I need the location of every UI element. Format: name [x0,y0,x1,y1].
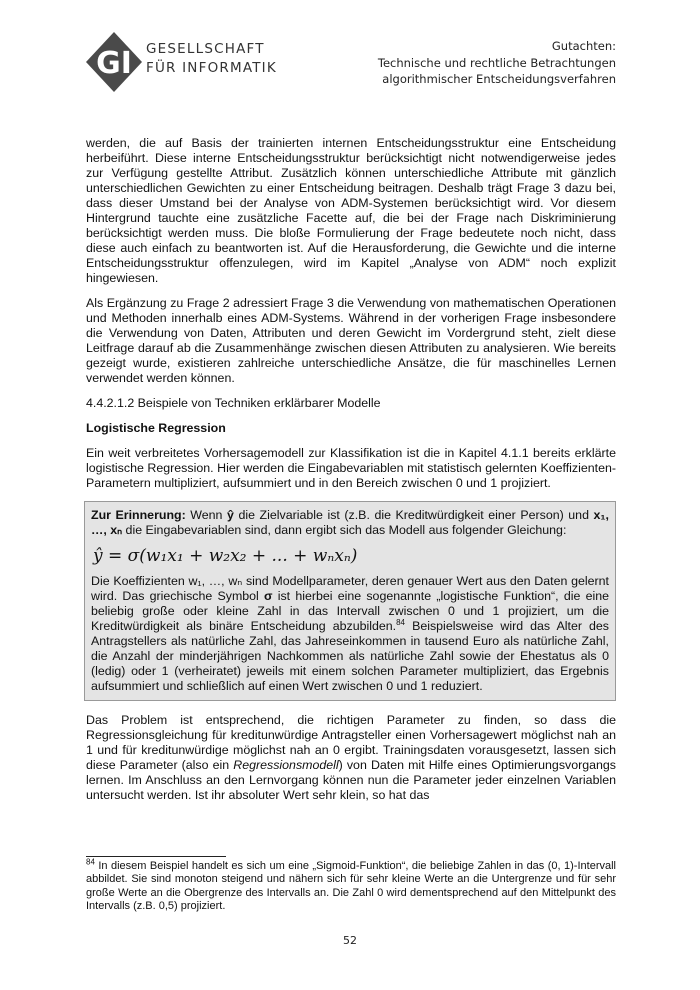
reminder-box [84,501,616,701]
logo-text [146,40,277,78]
subheading: Logistische Regression [86,421,226,435]
reminder-explanation [91,574,609,694]
explanation-a: Die Koeffizienten w₁, …, wₙ sind Modellparameter, deren genauer Wert aus den Daten gelernt wird. Das griechische Symbol [91,574,609,603]
page-number: 52 [343,934,357,947]
sigma-symbol: σ [264,589,273,603]
input-variables: x₁, …, xₙ [91,508,609,537]
main-content [86,136,616,813]
doc-title-line-2: algorithmischer Entscheidungsverfahren [382,72,616,86]
paragraph-1: werden, die auf Basis der trainierten internen Entscheidungsstruktur eine Entscheidung herbeiführt. Diese interne Entscheidungsstruktur berücksichtigt nicht notwendigerweise jedes zur Verfügung gestellte Attribut. Zusätzlich können unterschiedliche Attribute mit gänzlich unterschiedlichen Gewichten zu einer Entscheidung beitragen. Deshalb trägt Frage 3 dazu bei, dass dieser Umstand bei der Analyse von ADM-Systemen berücksichtigt wird. Vor diesem Hintergrund tauchte eine zusätzliche Facette auf, die bei der Frage nach Diskriminierung berücksichtigt werden muss. Die bloße Formulierung der Frage bedeutete noch nicht, dass diese auch einfach zu beantworten ist. Auf die Herausforderung, die Gewichte und die interne Entscheidungsstruktur offenzulegen, wird im Kapitel „Analyse von ADM“ noch explizit hingewiesen. [86,136,616,285]
doc-type: Gutachten: [551,39,616,53]
footnote-number: 84 [86,857,95,867]
footnote [86,857,616,914]
footnote-text: In diesem Beispiel handelt es sich um eine „Sigmoid-Funktion“, die beliebige Zahlen in das (0, 1)-Intervall abbildet. Sie sind monoton steigend und nähern sich für sehr kleine Werte an die Untergrenze und für sehr große Werte an die Obergrenze des Intervalls an. Die Zahl 0 wird dementsprechend auf den Mittelpunkt des Intervalls (z.B. 0,5) projiziert. [86,860,616,913]
doc-title-line-1: Technische und rechtliche Betrachtungen [377,55,616,70]
footnote-ref: 84 [396,617,406,627]
paragraph-3: Ein weit verbreitetes Vorhersagemodell zur Klassifikation ist die in Kapitel 4.1.1 bereits erklärte logistische Regression. Hier werden die Eingabevariablen mit statistisch gelernten Koeffizienten-Parametern multipliziert, aufsummiert und in den Bereich zwischen 0 und 1 projiziert. [86,446,616,490]
explanation-c: Beispielsweise wird das Alter des Antragstellers als natürliche Zahl, das Jahreseinkommen in tausend Euro als natürliche Zahl, die Anzahl der minderjährigen Nachkommen als natürliche Zahl sowie der Ehestatus als 0 (ledig) oder 1 (verheiratet) jeweils mit einem solchen Parameter multipliziert, das Ergebnis aufsummiert und schließlich auf einen Wert zwischen 0 und 1 reduziert. [91,619,609,693]
gi-logo-icon [84,30,144,94]
paragraph-4-b: ) von Daten mit Hilfe eines Optimierungsvorgangs lernen. Im Anschluss an den Lernvorgang können nun die Parameter jeder einzelnen Variablen untersucht werden. Ist ihr absoluter Wert sehr klein, so hat das [86,758,616,802]
paragraph-4 [86,713,616,803]
regression-formula: ŷ = σ(w₁x₁ + w₂x₂ + ... + wₙxₙ) [93,546,358,566]
paragraph-4-a: Das Problem ist entsprechend, die richtigen Parameter zu finden, so dass die Regressionsgleichung für kreditunwürdige Antragsteller einen Vorhersagewert möglichst nah an 1 und für kreditunwürdige möglichst nah an 0 ergibt. Trainingsdaten vorausgesetzt, lassen sich diese Parameter (also ein [86,713,616,772]
gi-logo [84,30,284,94]
explanation-b: ist hierbei eine sogenannte „logistische Funktion“, die eine beliebig große oder kleine Zahl in das Intervall zwischen 0 und 1 projiziert, um die Kreditwürdigkeit als binäre Entscheidung abzubilden. [91,589,609,633]
reminder-lead: Zur Erinnerung: [91,508,186,522]
reminder-intro-b: die Zielvariable ist (z.B. die Kreditwürdigkeit einer Person) und [233,508,594,522]
regression-model-term: Regressionsmodell [233,758,339,772]
reminder-intro-a: Wenn [185,508,227,522]
target-variable: ŷ [227,508,234,522]
logo-line-2: FÜR INFORMATIK [146,60,277,76]
footnote-divider [86,856,226,857]
document-header [378,38,616,88]
logo-line-1: GESELLSCHAFT [146,41,265,57]
paragraph-2: Als Ergänzung zu Frage 2 adressiert Frage 3 die Verwendung von mathematischen Operationen und Methoden innerhalb eines ADM-Systems. Während in der vorherigen Frage insbesondere die Verwendung von Daten, Attributen und deren Gewicht im Vordergrund steht, zielt diese Leitfrage darauf ab die Zusammenhänge zwischen diesen Attributen zu analysieren. Wie bereits gezeigt wurde, existieren zahlreiche unterschiedliche Ansätze, die für maschinelles Lernen verwendet werden können. [86,296,616,385]
reminder-intro-c: die Eingabevariablen sind, dann ergibt sich das Modell aus folgender Gleichung: [122,523,567,537]
reminder-intro [91,508,609,538]
section-heading: 4.4.2.1.2 Beispiele von Techniken erklärbarer Modelle [86,396,381,410]
logo-mark-text: GI [96,46,132,81]
